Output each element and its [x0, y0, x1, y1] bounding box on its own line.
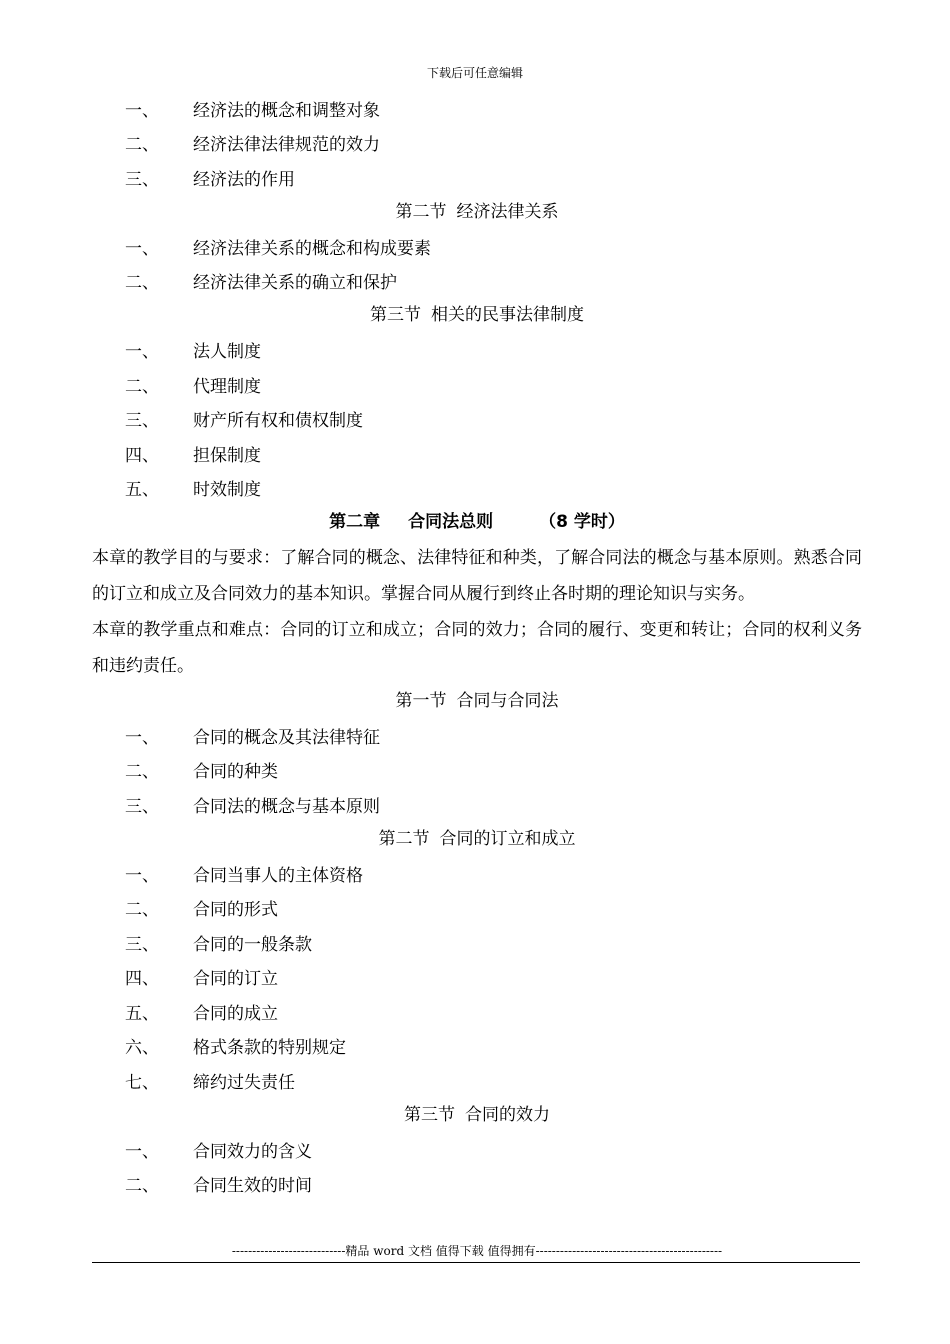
list-item	[92, 718, 862, 753]
section-heading	[92, 195, 862, 230]
item-text: 合同的形式	[193, 900, 278, 921]
chapter-objectives: 本章的教学目的与要求：了解合同的概念、法律特征和种类，了解合同法的概念与基本原则。熟悉合同的订立和成立及合同效力的基本知识。掌握合同从履行到终止各时期的理论知识与实务。	[92, 547, 862, 604]
chapter-title: 合同法总则	[408, 512, 494, 532]
item-number: 一、	[125, 100, 159, 121]
item-number: 二、	[125, 1176, 159, 1197]
item-number: 二、	[125, 762, 159, 783]
document-body	[92, 91, 862, 1201]
item-text: 合同法的概念与基本原则	[193, 796, 380, 817]
item-text: 财产所有权和债权制度	[193, 411, 363, 432]
list-item	[92, 856, 862, 891]
section-title: 合同与合同法	[456, 690, 559, 711]
item-number: 二、	[125, 376, 159, 397]
section-title: 相关的民事法律制度	[431, 305, 584, 325]
item-number: 三、	[125, 934, 159, 955]
list-item	[92, 402, 862, 437]
section-heading	[92, 822, 862, 857]
item-number: 七、	[125, 1072, 159, 1093]
item-text: 经济法的概念和调整对象	[193, 100, 380, 121]
chapter-hours: （8 学时）	[539, 512, 625, 532]
section-label: 第三节	[370, 305, 421, 325]
item-text: 合同的种类	[193, 762, 278, 783]
item-number: 二、	[125, 900, 159, 921]
list-item	[92, 436, 862, 471]
footer-divider	[92, 1262, 860, 1263]
item-number: 一、	[125, 727, 159, 748]
list-item	[92, 891, 862, 926]
item-number: 一、	[125, 342, 159, 363]
item-text: 法人制度	[193, 342, 261, 363]
chapter-key-points: 本章的教学重点和难点：合同的订立和成立；合同的效力；合同的履行、变更和转让；合同的权利义务和违约责任。	[92, 619, 862, 676]
section-title: 合同的订立和成立	[439, 828, 576, 849]
list-item	[92, 787, 862, 822]
section-label: 第二节	[395, 201, 447, 222]
item-number: 一、	[125, 1141, 159, 1162]
item-text: 合同的成立	[193, 1003, 278, 1024]
item-number: 一、	[125, 865, 159, 886]
item-text: 经济法律关系的概念和构成要素	[193, 238, 431, 259]
item-number: 一、	[125, 238, 159, 259]
section-title: 经济法律关系	[456, 201, 559, 222]
list-item	[92, 471, 862, 506]
list-item	[92, 753, 862, 788]
item-number: 六、	[125, 1038, 159, 1059]
section-heading	[92, 1098, 862, 1133]
list-item	[92, 994, 862, 1029]
item-number: 三、	[125, 169, 159, 190]
item-text: 合同的概念及其法律特征	[193, 727, 380, 748]
list-item	[92, 925, 862, 960]
item-text: 经济法的作用	[193, 169, 295, 190]
list-item	[92, 229, 862, 264]
chapter-heading	[92, 505, 862, 540]
item-number: 五、	[125, 1003, 159, 1024]
list-item	[92, 91, 862, 126]
list-item	[92, 1063, 862, 1098]
list-item	[92, 333, 862, 368]
list-item	[92, 1029, 862, 1064]
item-text: 合同当事人的主体资格	[193, 865, 363, 886]
item-text: 经济法律法律规范的效力	[193, 135, 380, 156]
item-number: 二、	[125, 135, 159, 156]
list-item	[92, 367, 862, 402]
page-footer: ----------------------------精品 word 文档 值得下载 值得拥有----------------------------------------------	[231, 1244, 723, 1258]
section-heading	[92, 684, 862, 719]
item-text: 合同的订立	[193, 969, 278, 990]
list-item	[92, 160, 862, 195]
item-number: 二、	[125, 273, 159, 294]
page-header: 下载后可任意编辑	[426, 66, 523, 80]
list-item	[92, 264, 862, 299]
list-item	[92, 1167, 862, 1202]
section-heading	[92, 298, 862, 333]
section-label: 第一节	[395, 690, 447, 711]
item-text: 合同生效的时间	[193, 1176, 312, 1197]
section-label: 第二节	[378, 828, 430, 849]
item-number: 四、	[125, 445, 159, 466]
chapter-label: 第二章	[329, 512, 381, 532]
item-number: 三、	[125, 411, 159, 432]
item-text: 担保制度	[193, 445, 261, 466]
list-item	[92, 126, 862, 161]
item-text: 合同的一般条款	[193, 934, 312, 955]
item-number: 三、	[125, 796, 159, 817]
item-number: 五、	[125, 480, 159, 501]
item-number: 四、	[125, 969, 159, 990]
section-title: 合同的效力	[465, 1104, 550, 1125]
item-text: 合同效力的含义	[193, 1141, 312, 1162]
item-text: 经济法律关系的确立和保护	[193, 273, 397, 294]
section-label: 第三节	[404, 1104, 455, 1125]
item-text: 格式条款的特别规定	[193, 1038, 346, 1059]
list-item	[92, 960, 862, 995]
item-text: 缔约过失责任	[193, 1072, 295, 1093]
item-text: 时效制度	[193, 480, 261, 501]
list-item	[92, 1132, 862, 1167]
item-text: 代理制度	[193, 376, 261, 397]
